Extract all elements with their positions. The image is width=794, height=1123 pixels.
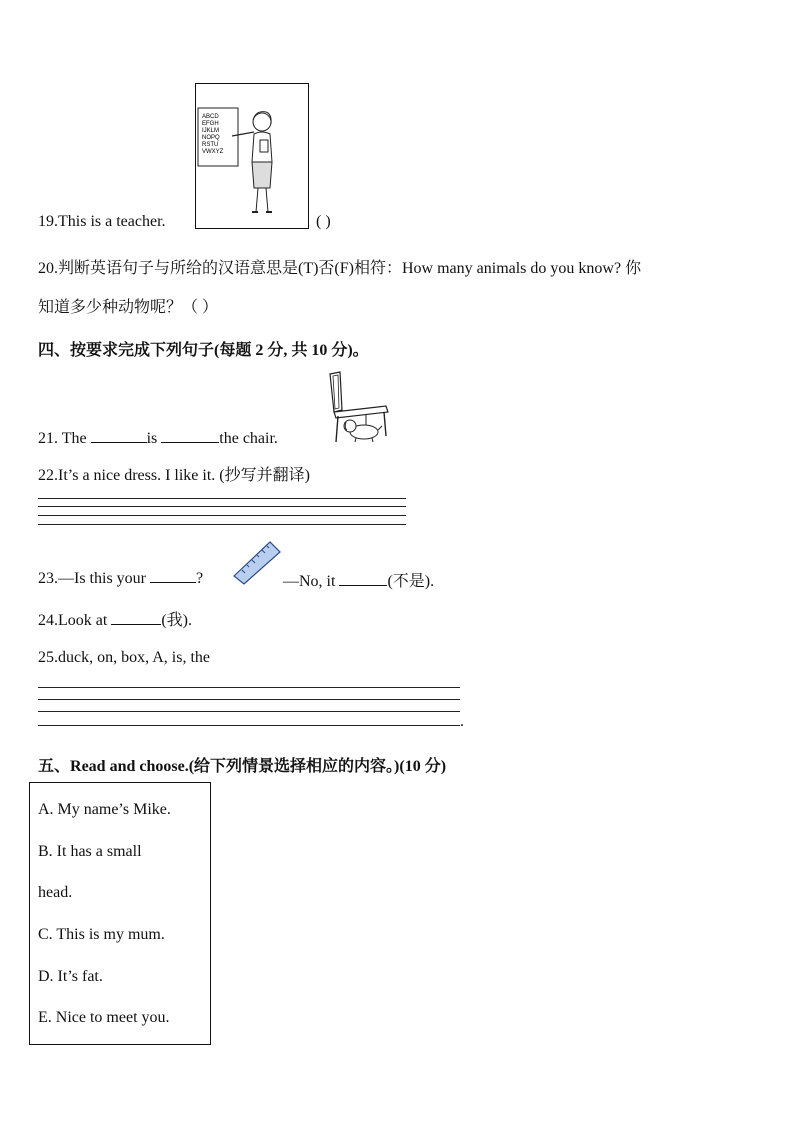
q21-row [38, 428, 278, 448]
board-letters-4: NOPQ [202, 135, 220, 141]
q23-row-left [38, 568, 203, 588]
q22-writing-line-1[interactable] [38, 498, 406, 499]
q20-line-2: 知道多少种动物呢？（ ） [38, 299, 219, 316]
q19-text: 19.This is a teacher. [38, 213, 166, 230]
choice-e: E. Nice to meet you. [38, 1009, 170, 1026]
q25-end-period: . [460, 713, 464, 730]
q25-text: 25.duck, on, box, A, is, the [38, 649, 210, 666]
q19-answer-paren[interactable]: ( ) [316, 213, 331, 230]
choices-box [29, 782, 211, 1045]
section-5-title-rest: (给下列情景选择相应的内容。)(10 分) [188, 758, 447, 775]
q23-blank-1[interactable] [150, 568, 196, 583]
choice-d: D. It’s fat. [38, 968, 103, 985]
q24-text-2: (我). [161, 612, 192, 629]
q23-text-2: ? [196, 570, 204, 587]
q23-row-right [283, 568, 434, 591]
section-5-title-en: Read and choose. [70, 758, 189, 775]
section-4-heading: 四、按要求完成下列句子(每题 2 分, 共 10 分)。 [38, 342, 369, 359]
q24-blank[interactable] [111, 610, 161, 625]
q21-text-3: the chair. [219, 430, 278, 447]
q21-blank-1[interactable] [91, 428, 147, 443]
q25-writing-line-4[interactable] [38, 725, 460, 726]
board-letters-3: IJKLM [202, 128, 220, 134]
q22-writing-line-2[interactable] [38, 506, 406, 507]
q24-text-1: 24.Look at [38, 612, 112, 629]
q25-writing-line-2[interactable] [38, 699, 460, 700]
ruler-picture [230, 538, 282, 586]
q21-number: 21 [38, 430, 54, 447]
q25-writing-line-3[interactable] [38, 711, 460, 712]
choice-b-cont: head. [38, 884, 73, 901]
q21-blank-2[interactable] [161, 428, 219, 443]
q22-writing-line-3[interactable] [38, 515, 406, 516]
teacher-picture [195, 83, 309, 229]
q21-text-1: . The [54, 430, 91, 447]
board-letters-6: VWXYZ [202, 149, 224, 155]
q22-writing-line-4[interactable] [38, 524, 406, 525]
q23-text-4: (不是). [387, 573, 435, 590]
q22-text: 22.It’s a nice dress. I like it. (抄写并翻译) [38, 467, 310, 484]
section-5-prefix: 五、 [38, 758, 71, 775]
q23-text-3: —No, it [283, 573, 340, 590]
q23-blank-2[interactable] [339, 571, 387, 586]
q24-row [38, 607, 192, 630]
board-letters-1: ABCD [202, 114, 219, 120]
board-letters-5: RSTU [202, 142, 219, 148]
section-5-heading [38, 753, 446, 776]
dog-under-chair-picture [326, 370, 392, 444]
choice-a: A. My name’s Mike. [38, 801, 171, 818]
q23-text-1: 23.—Is this your [38, 570, 150, 587]
q25-writing-line-1[interactable] [38, 687, 460, 688]
choice-b: B. It has a small [38, 843, 142, 860]
teacher-illustration [196, 84, 308, 228]
choice-c: C. This is my mum. [38, 926, 165, 943]
q20-line-1: 20.判断英语句子与所给的汉语意思是(T)否(F)相符：How many animals do you know? 你 [38, 260, 642, 277]
q21-text-2: is [146, 430, 162, 447]
board-letters-2: EFGH [202, 121, 219, 127]
